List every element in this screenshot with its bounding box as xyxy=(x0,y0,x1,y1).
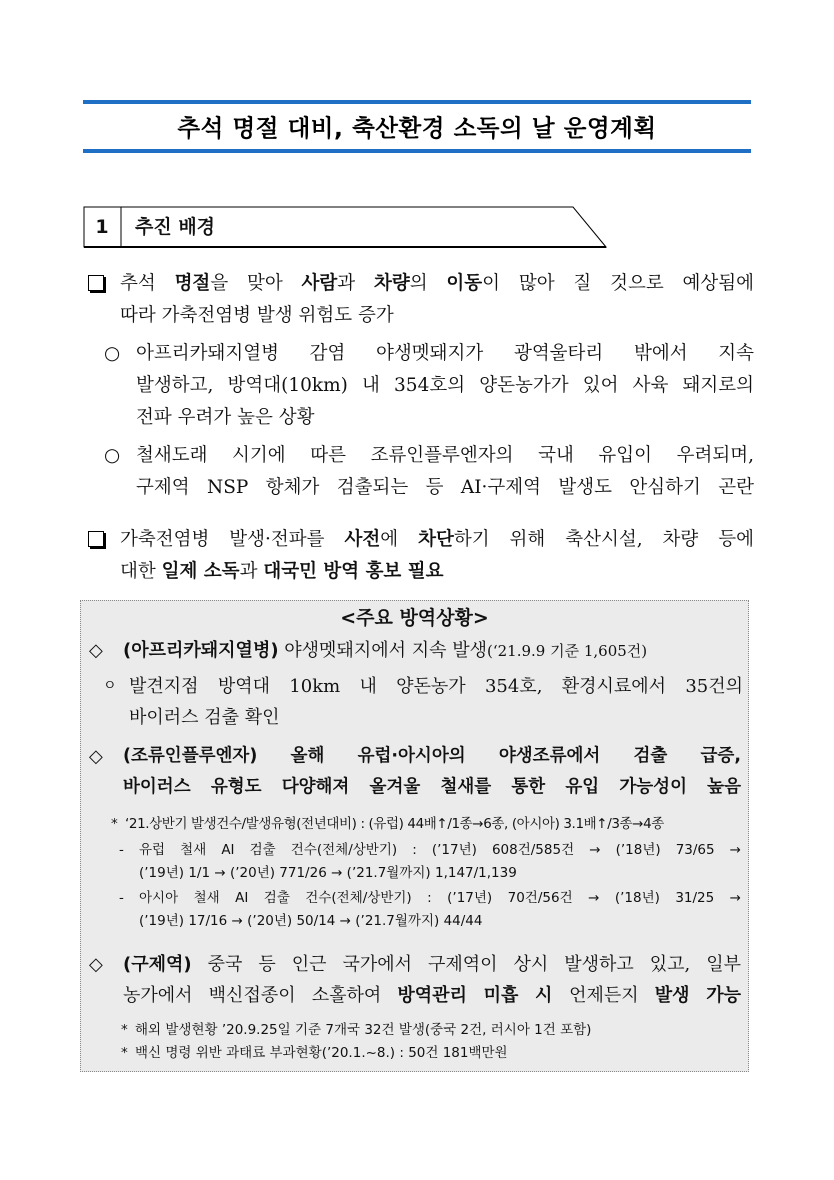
paragraph-2 xyxy=(104,338,754,434)
ai-europe-line-2: (’19년) 1/1 → (’20년) 771/26 → (’21.7월까지) 1,147/1,139 xyxy=(139,865,517,881)
ai-line-2: 바이러스 유형도 다양해져 올겨울 철새를 통한 유입 가능성이 높음 xyxy=(123,777,741,797)
asterisk-bullet: * xyxy=(121,1045,128,1061)
document-title: 추석 명절 대비, 축산환경 소독의 날 운영계획 xyxy=(177,114,657,142)
section-header xyxy=(83,206,607,248)
dash-bullet: - xyxy=(119,890,124,906)
paragraph-4-line-1: 가축전염병 발생·전파를 사전에 차단하기 위해 축산시설, 차량 등에 xyxy=(120,529,754,550)
paragraph-2-line-3: 전파 우려가 높은 상황 xyxy=(136,407,315,428)
ai-europe-detail xyxy=(119,839,741,885)
asterisk-bullet: * xyxy=(121,1022,128,1038)
paragraph-1-line-2: 따라 가축전염병 발생 위험도 증가 xyxy=(120,305,394,326)
fmd-item xyxy=(89,949,741,1011)
box-title: <주요 방역상황> xyxy=(340,607,489,629)
ai-asia-line-2: (’19년) 17/16 → (’20년) 50/14 → (’21.7월까지) 44/44 xyxy=(139,913,483,929)
paragraph-3 xyxy=(104,440,754,504)
section-title: 추진 배경 xyxy=(135,216,216,238)
diamond-bullet-icon: ◇ xyxy=(89,640,103,661)
dash-bullet: - xyxy=(119,842,124,858)
ai-europe-line-1: 유럽 철새 AI 검출 건수(전체/상반기) : (’17년) 608건/585건 → (’18년) 73/65 → xyxy=(139,842,741,858)
main-status-box xyxy=(80,600,749,1072)
paragraph-2-line-1: 아프리카돼지열병 감염 야생멧돼지가 광역울타리 밖에서 지속 xyxy=(136,343,754,364)
fmd-line-2: 농가에서 백신접종이 소홀하여 방역관리 미흡 시 언제든지 발생 가능 xyxy=(123,985,741,1006)
title-rule-bottom xyxy=(83,149,751,153)
ai-asia-detail xyxy=(119,887,741,933)
paragraph-1-line-1: 추석 명절을 맞아 사람과 차량의 이동이 많아 질 것으로 예상됨에 xyxy=(120,273,754,294)
paragraph-1 xyxy=(88,268,754,332)
asf-sub-line-1: 발견지점 방역대 10km 내 양돈농가 354호, 환경시료에서 35건의 xyxy=(129,676,743,697)
section-number: 1 xyxy=(95,216,109,238)
paragraph-3-line-1: 철새도래 시기에 따른 조류인플루엔자의 국내 유입이 우려되며, xyxy=(136,445,754,466)
asf-sub-line-2: 바이러스 검출 확인 xyxy=(129,707,280,728)
diamond-bullet-icon: ◇ xyxy=(89,746,103,767)
ai-note-text: ‘21.상반기 발생건수/발생유형(전년대비) : (유럽) 44배↑/1종→6종, (아시아) 3.1배↑/3종→4종 xyxy=(125,816,664,832)
ai-item xyxy=(89,741,741,803)
sub-bullet: ㅇ xyxy=(103,678,117,694)
square-bullet-icon xyxy=(88,268,104,300)
title-rule-top xyxy=(83,100,751,104)
paragraph-4 xyxy=(88,524,754,588)
asf-sub-item xyxy=(103,671,743,733)
asf-item xyxy=(89,635,741,667)
paragraph-3-line-2: 구제역 NSP 항체가 검출되는 등 AI·구제역 발생도 안심하기 곤란 xyxy=(136,477,754,498)
fmd-note-2-text: 백신 명령 위반 과태료 부과현황(’20.1.~8.) : 50건 181백만원 xyxy=(135,1045,508,1061)
fmd-line-1: (구제역) 중국 등 인근 국가에서 구제역이 상시 발생하고 있고, 일부 xyxy=(123,954,741,975)
ai-note xyxy=(111,813,741,836)
fmd-note-2 xyxy=(121,1042,741,1065)
ai-line-1: (조류인플루엔자) 올해 유럽·아시아의 야생조류에서 검출 급증, xyxy=(123,746,741,766)
fmd-note-1 xyxy=(121,1019,741,1042)
asf-line: (아프리카돼지열병) 야생멧돼지에서 지속 발생(‘21.9.9 기준 1,605건) xyxy=(123,640,648,661)
title-block xyxy=(83,100,751,153)
fmd-note-1-text: 해외 발생현황 ’20.9.25일 기준 7개국 32건 발생(중국 2건, 러시아 1건 포함) xyxy=(135,1022,592,1038)
paragraph-2-line-2: 발생하고, 방역대(10km) 내 354호의 양돈농가가 있어 사육 돼지로의 xyxy=(136,375,754,396)
circle-bullet: ○ xyxy=(104,343,121,364)
ai-asia-line-1: 아시아 철새 AI 검출 건수(전체/상반기) : (’17년) 70건/56건 → (’18년) 31/25 → xyxy=(139,890,741,906)
diamond-bullet-icon: ◇ xyxy=(89,954,103,975)
asterisk-bullet: * xyxy=(111,816,118,832)
square-bullet-icon xyxy=(88,524,104,556)
circle-bullet: ○ xyxy=(104,445,121,466)
paragraph-4-line-2: 대한 일제 소독과 대국민 방역 홍보 필요 xyxy=(120,561,444,582)
